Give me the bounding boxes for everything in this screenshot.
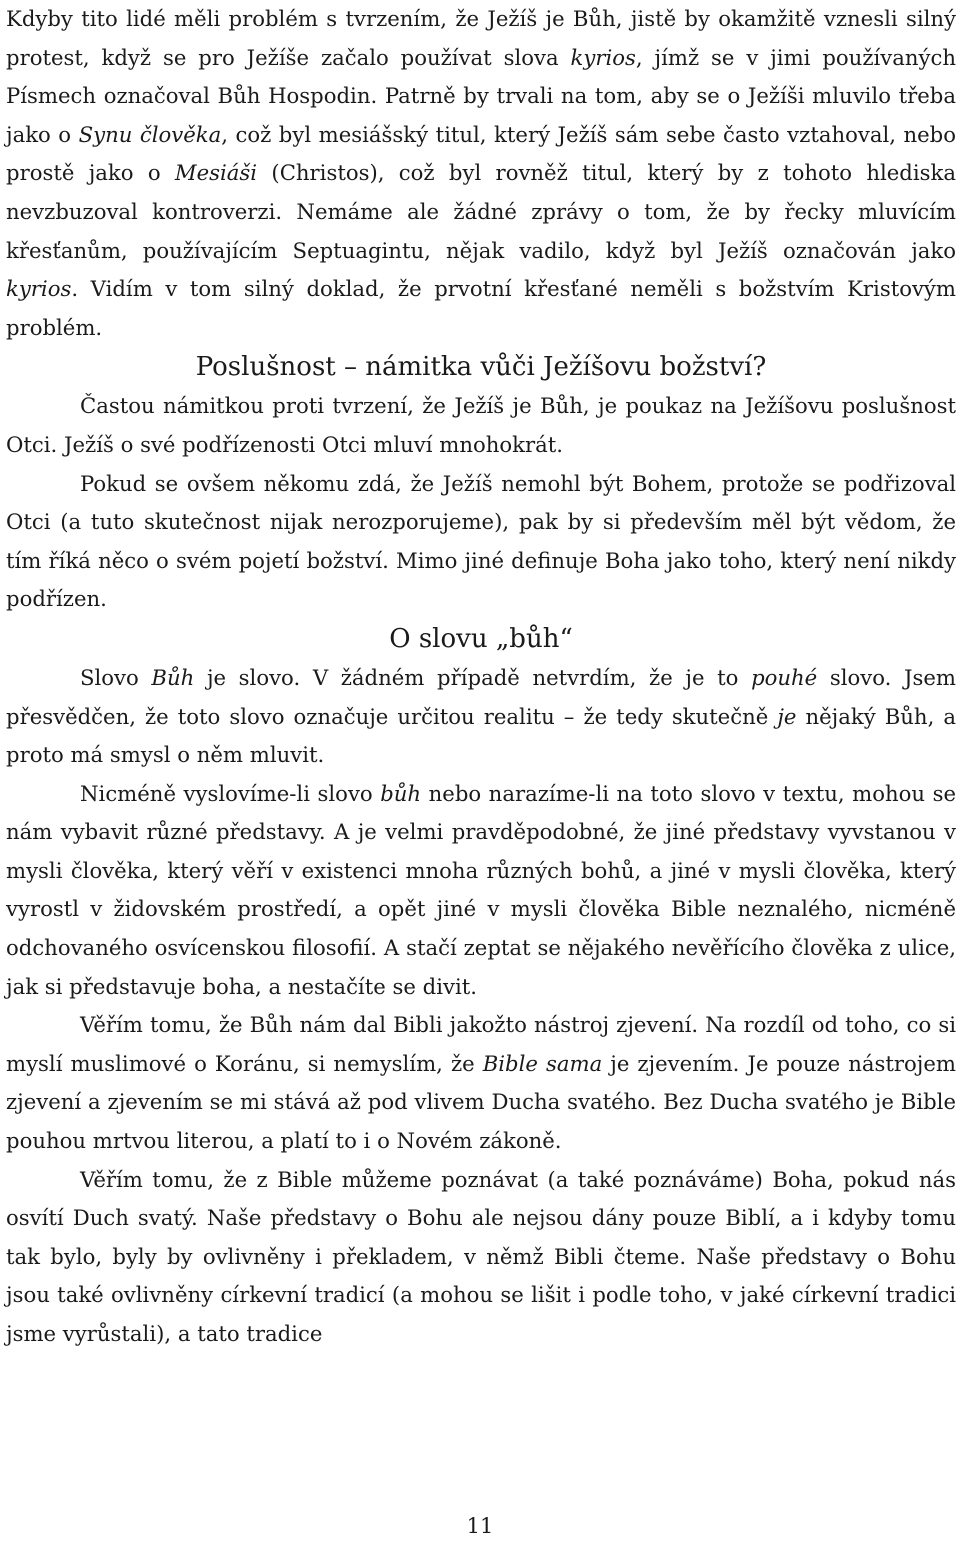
text-run: Pokud se ovšem někomu zdá, že Ježíš nemohl být Bohem, protože se podřizoval Otci (a tuto skutečnost nijak nerozporujeme), pak by si především měl být vědom, že tím říká něco o svém pojetí božství. Mimo jiné definuje Boha jako toho, který není nikdy podřízen.	[6, 470, 956, 612]
paragraph	[6, 387, 956, 464]
italic-text: je	[777, 703, 797, 729]
italic-text: Bůh	[151, 664, 195, 690]
page-number: 11	[466, 1514, 494, 1538]
italic-text: bůh	[380, 780, 422, 806]
text-run: Slovo	[80, 664, 152, 690]
text-run: nebo narazíme-li na toto slovo v textu, mohou se nám vybavit různé představy. A je velmi pravděpodobné, že jiné představy vyvstanou v mysli člověka, který věří v existenci mnoha různých bohů, a jiné v mysli člověka, který vyrostl v židovském prostředí, a opět jiné v mysli člověka Bible neznalého, nicméně odchovaného osvícenskou filosofií. A stačí zeptat se nějakého nevěřícího člověka z ulice, jak si představuje boha, a nestačíte se divit.	[6, 780, 956, 999]
text-run: nějaký Bůh, a proto má smysl o něm mluvit.	[6, 703, 956, 768]
italic-text: pouhé	[751, 664, 818, 690]
paragraph	[6, 1006, 956, 1160]
text-run: je zjevením. Je pouze nástrojem zjevení a zjevením se mi stává až pod vlivem Ducha svatého. Bez Ducha svatého je Bible pouhou mrtvou literou, a platí to i o Novém zákoně.	[6, 1050, 956, 1154]
paragraph	[6, 775, 956, 1007]
paragraph	[6, 0, 956, 347]
paragraph	[6, 659, 956, 775]
italic-text: Bible sama	[482, 1050, 603, 1076]
text-run: , jímž se v jimi používaných Písmech označoval Bůh Hospodin. Patrně by trvali na tom, aby se o Ježíši mluvilo třeba jako o	[6, 44, 956, 147]
italic-text: kyrios	[570, 44, 636, 70]
italic-text: kyrios	[6, 276, 72, 302]
text-run: Častou námitkou proti tvrzení, že Ježíš je Bůh, je poukaz na Ježíšovu poslušnost Otci. Ježíš o své podřízenosti Otci mluví mnohokrát.	[6, 393, 956, 457]
section-heading: Poslušnost – námitka vůči Ježíšovu božství?	[195, 352, 767, 383]
text-run: Věřím tomu, že Bůh nám dal Bibli jakožto nástroj zjevení. Na rozdíl od toho, co si myslí muslimové o Koránu, si nemyslím, že	[6, 1012, 956, 1076]
text-run: slovo. Jsem přesvědčen, že toto slovo označuje určitou realitu – že tedy skutečně	[6, 664, 956, 729]
paragraph	[6, 1161, 956, 1354]
section-heading: O slovu „bůh“	[389, 623, 573, 654]
text-run: . Vidím v tom silný doklad, že prvotní křesťané neměli s božstvím Kristovým problém.	[6, 276, 956, 340]
text-run: (Christos), což byl rovněž titul, který by z tohoto hlediska nevzbuzoval kontroverzi. Nemáme ale žádné zprávy o tom, že by řecky mluvícím křesťanům, používajícím Septuagintu, nějak vadilo, když byl Ježíš označován jako	[6, 160, 956, 263]
italic-text: Synu člověka	[78, 121, 222, 147]
text-run: je slovo. V žádném případě netvrdím, že je to	[194, 664, 752, 690]
text-run: Kdyby tito lidé měli problém s tvrzením, že Ježíš je Bůh, jistě by okamžitě vznesli silný protest, když se pro Ježíše začalo používat slova	[6, 6, 956, 70]
text-run: Nicméně vyslovíme-li slovo	[80, 780, 381, 806]
text-run: , což byl mesiášský titul, který Ježíš sám sebe často vztahoval, nebo prostě jako o	[6, 121, 956, 186]
page-body	[6, 0, 956, 1354]
paragraph	[6, 465, 956, 619]
italic-text: Mesiáši	[174, 160, 258, 186]
text-run: Věřím tomu, že z Bible můžeme poznávat (a také poznáváme) Boha, pokud nás osvítí Duch svatý. Naše představy o Bohu ale nejsou dány pouze Biblí, a i kdyby tomu tak bylo, byly by ovlivněny i překladem, v němž Bibli čteme. Naše představy o Bohu jsou také ovlivněny církevní tradicí (a mohou se lišit i podle toho, v jaké církevní tradici jsme vyrůstali), a tato tradice	[6, 1166, 956, 1346]
